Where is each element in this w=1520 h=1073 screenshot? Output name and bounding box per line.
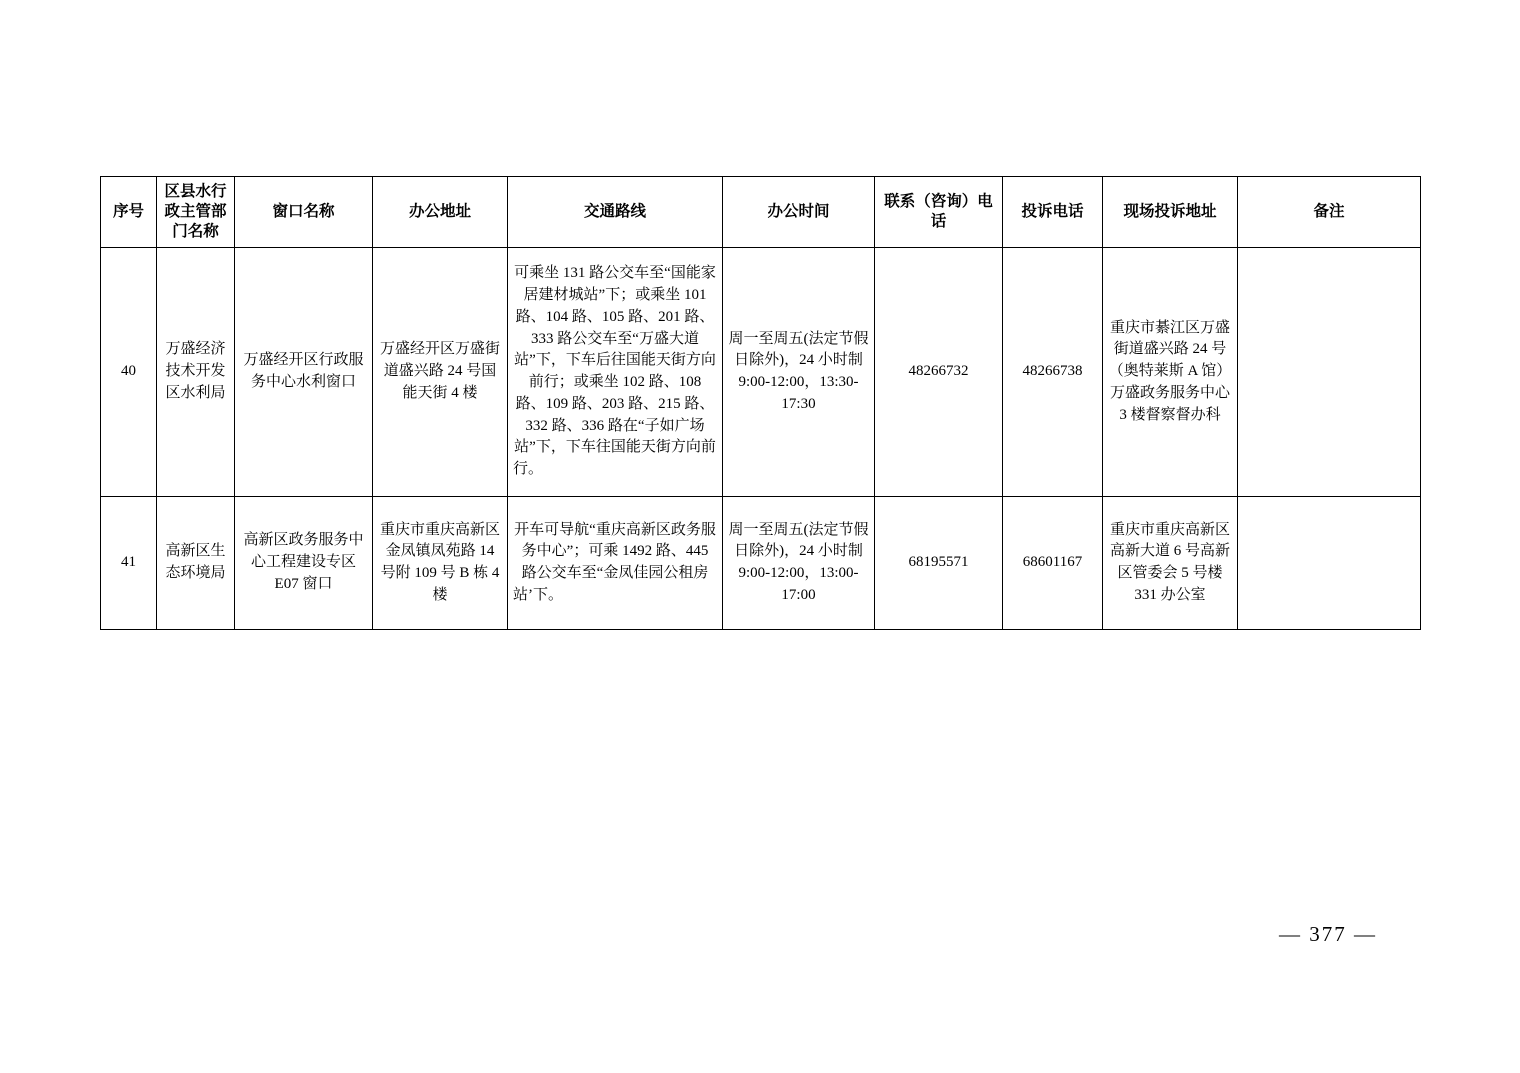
- cell-transit-route: 可乘坐 131 路公交车至“国能家居建材城站”下；或乘坐 101 路、104 路、105 路、201 路、333 路公交车至“万盛大道站”下，下车后往国能天街方向前行；或乘坐 102 路、108 路、109 路、203 路、215 路、332 路、336 路在“子如广场站”下，下车往国能天街方向前行。: [508, 248, 723, 497]
- cell-complaint-phone: 48266738: [1003, 248, 1103, 497]
- column-header-remark: 备注: [1238, 177, 1421, 248]
- cell-office-address: 万盛经开区万盛街道盛兴路 24 号国能天街 4 楼: [373, 248, 508, 497]
- page-number: — 377 —: [1279, 922, 1377, 946]
- cell-department: 万盛经济技术开发区水利局: [157, 248, 235, 497]
- column-header-window-name: 窗口名称: [235, 177, 373, 248]
- column-header-seq: 序号: [101, 177, 157, 248]
- column-header-department: 区县水行政主管部门名称: [157, 177, 235, 248]
- cell-department: 高新区生态环境局: [157, 497, 235, 630]
- cell-office-hours: 周一至周五(法定节假日除外)，24 小时制 9:00-12:00，13:30-17:30: [723, 248, 875, 497]
- cell-contact-phone: 48266732: [875, 248, 1003, 497]
- column-header-office-hours: 办公时间: [723, 177, 875, 248]
- cell-office-address: 重庆市重庆高新区金凤镇凤苑路 14 号附 109 号 B 栋 4 楼: [373, 497, 508, 630]
- cell-contact-phone: 68195571: [875, 497, 1003, 630]
- cell-seq: 40: [101, 248, 157, 497]
- column-header-complaint-phone: 投诉电话: [1003, 177, 1103, 248]
- table-row: [101, 497, 1421, 630]
- cell-remark: [1238, 497, 1421, 630]
- cell-complaint-phone: 68601167: [1003, 497, 1103, 630]
- column-header-transit-route: 交通路线: [508, 177, 723, 248]
- cell-onsite-complaint-address: 重庆市重庆高新区高新大道 6 号高新区管委会 5 号楼 331 办公室: [1103, 497, 1238, 630]
- table-row: [101, 248, 1421, 497]
- column-header-office-address: 办公地址: [373, 177, 508, 248]
- cell-onsite-complaint-address: 重庆市綦江区万盛街道盛兴路 24 号（奥特莱斯 A 馆）万盛政务服务中心 3 楼督察督办科: [1103, 248, 1238, 497]
- table-header-row: [101, 177, 1421, 248]
- cell-window-name: 高新区政务服务中心工程建设专区 E07 窗口: [235, 497, 373, 630]
- cell-window-name: 万盛经开区行政服务中心水利窗口: [235, 248, 373, 497]
- cell-remark: [1238, 248, 1421, 497]
- cell-transit-route: 开车可导航“重庆高新区政务服务中心”；可乘 1492 路、445 路公交车至“金凤佳园公租房站’下。: [508, 497, 723, 630]
- cell-office-hours: 周一至周五(法定节假日除外)，24 小时制 9:00-12:00，13:00-17:00: [723, 497, 875, 630]
- column-header-onsite-complaint-address: 现场投诉地址: [1103, 177, 1238, 248]
- column-header-contact-phone: 联系（咨询）电话: [875, 177, 1003, 248]
- service-window-table: [100, 176, 1421, 630]
- cell-seq: 41: [101, 497, 157, 630]
